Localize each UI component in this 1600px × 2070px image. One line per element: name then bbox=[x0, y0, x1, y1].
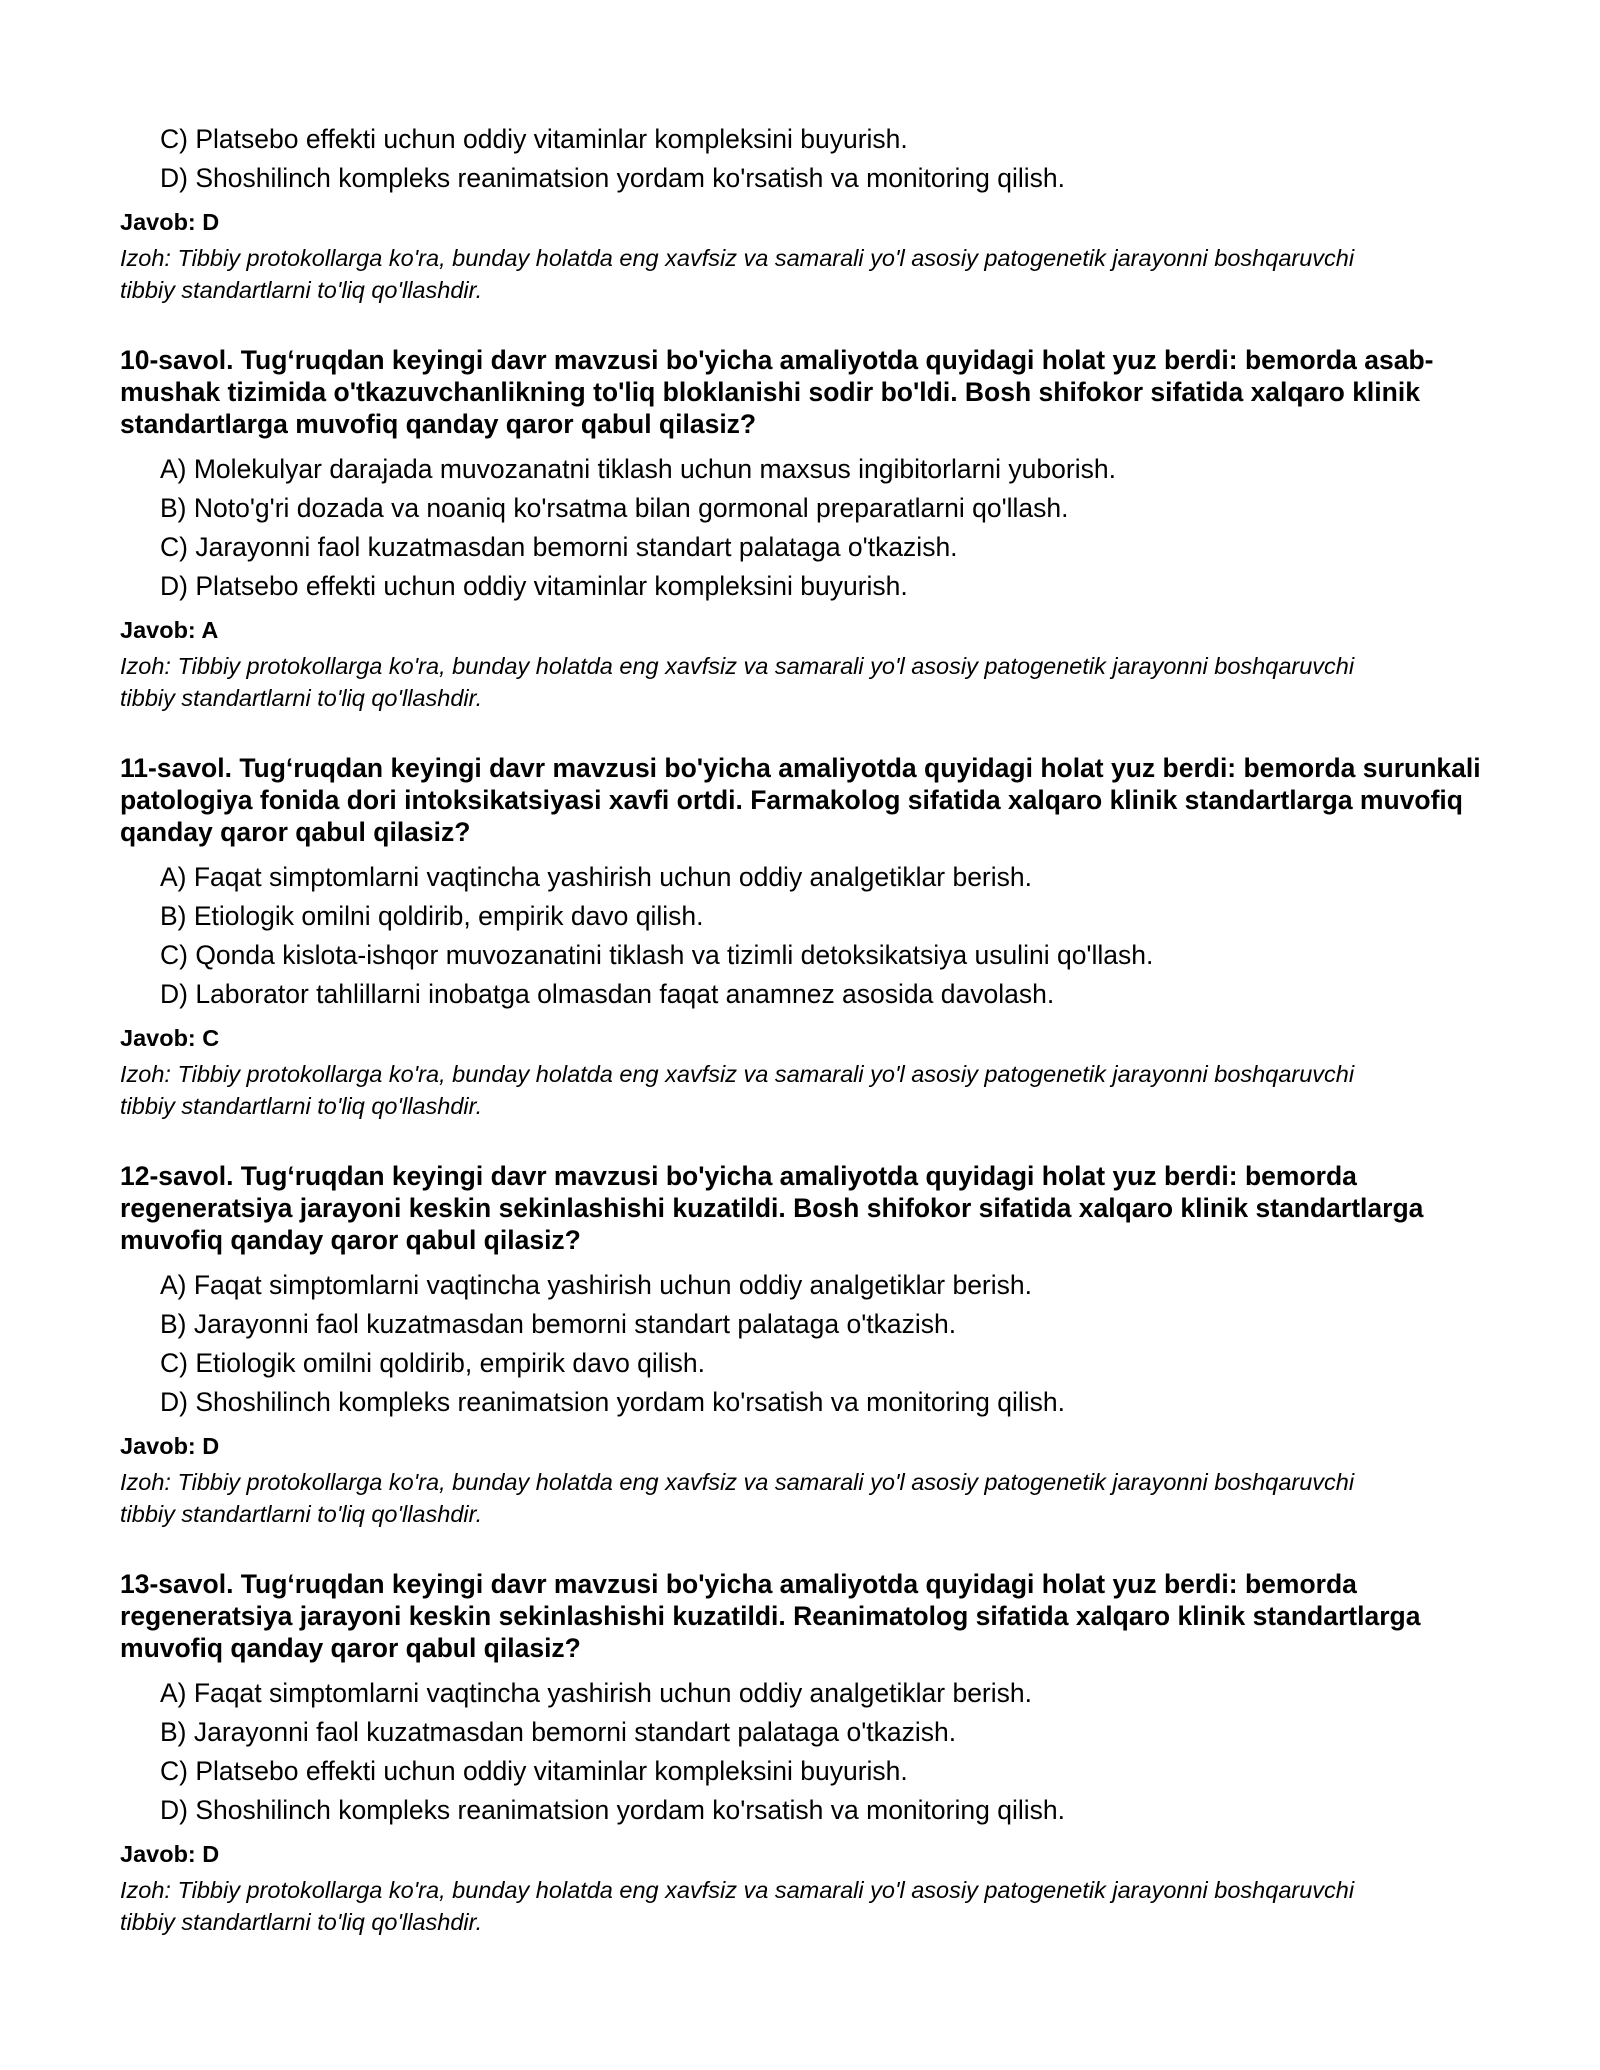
question-text: 11-savol. Tug‘ruqdan keyingi davr mavzusi bo'yicha amaliyotda quyidagi holat yuz berdi: bemorda surunkali patologiya fonida dori intoksikatsiyasi xavfi ortdi. Farmakolog sifatida xalqaro klinik standartlarga muvofiq qanday qaror qabul qilasiz? bbox=[120, 753, 1481, 847]
explanation-note: Izoh: Tibbiy protokollarga ko'ra, bunday holatda eng xavfsiz va samarali yo'l asosiy patogenetik jarayonni boshqaruvchi tibbiy standartlarni to'liq qo'llashdir. bbox=[120, 653, 1355, 711]
option-d: D) Platsebo effekti uchun oddiy vitaminlar kompleksini buyurish. bbox=[160, 571, 908, 601]
option-d: D) Shoshilinch kompleks reanimatsion yordam ko'rsatish va monitoring qilish. bbox=[160, 1387, 1065, 1417]
question-10 bbox=[120, 344, 1500, 714]
option-a: A) Molekulyar darajada muvozanatni tiklash uchun maxsus ingibitorlarni yuborish. bbox=[160, 454, 1116, 484]
option-c: C) Platsebo effekti uchun oddiy vitaminlar kompleksini buyurish. bbox=[160, 1756, 908, 1786]
option-a: A) Faqat simptomlarni vaqtincha yashirish uchun oddiy analgetiklar berish. bbox=[160, 1678, 1032, 1708]
option-c: C) Qonda kislota-ishqor muvozanatini tiklash va tizimli detoksikatsiya usulini qo'llash. bbox=[160, 940, 1154, 970]
explanation-note: Izoh: Tibbiy protokollarga ko'ra, bunday holatda eng xavfsiz va samarali yo'l asosiy patogenetik jarayonni boshqaruvchi tibbiy standartlarni to'liq qo'llashdir. bbox=[120, 1061, 1355, 1119]
option-b: B) Jarayonni faol kuzatmasdan bemorni standart palataga o'tkazish. bbox=[160, 1309, 957, 1339]
explanation-note: Izoh: Tibbiy protokollarga ko'ra, bunday holatda eng xavfsiz va samarali yo'l asosiy patogenetik jarayonni boshqaruvchi tibbiy standartlarni to'liq qo'llashdir. bbox=[120, 245, 1355, 303]
question-12 bbox=[120, 1160, 1500, 1530]
question-text: 12-savol. Tug‘ruqdan keyingi davr mavzusi bo'yicha amaliyotda quyidagi holat yuz berdi: bemorda regeneratsiya jarayoni keskin sekinlashishi kuzatildi. Bosh shifokor sifatida xalqaro klinik standartlarga muvofiq qanday qaror qabul qilasiz? bbox=[120, 1161, 1424, 1255]
option-c: C) Jarayonni faol kuzatmasdan bemorni standart palataga o'tkazish. bbox=[160, 532, 958, 562]
explanation-note: Izoh: Tibbiy protokollarga ko'ra, bunday holatda eng xavfsiz va samarali yo'l asosiy patogenetik jarayonni boshqaruvchi tibbiy standartlarni to'liq qo'llashdir. bbox=[120, 1877, 1355, 1935]
question-text: 10-savol. Tug‘ruqdan keyingi davr mavzusi bo'yicha amaliyotda quyidagi holat yuz berdi: bemorda asab-mushak tizimida o'tkazuvchanlikning to'liq bloklanishi sodir bo'ldi. Bosh shifokor sifatida xalqaro klinik standartlarga muvofiq qanday qaror qabul qilasiz? bbox=[120, 345, 1434, 439]
option-a: A) Faqat simptomlarni vaqtincha yashirish uchun oddiy analgetiklar berish. bbox=[160, 1270, 1032, 1300]
option-a: A) Faqat simptomlarni vaqtincha yashirish uchun oddiy analgetiklar berish. bbox=[160, 862, 1032, 892]
answer: Javob: D bbox=[120, 1841, 220, 1867]
option-c: C) Platsebo effekti uchun oddiy vitaminlar kompleksini buyurish. bbox=[160, 124, 908, 154]
document-page bbox=[120, 120, 1500, 1938]
question-11 bbox=[120, 752, 1500, 1122]
question-13 bbox=[120, 1568, 1500, 1938]
option-b: B) Etiologik omilni qoldirib, empirik davo qilish. bbox=[160, 901, 704, 931]
option-c: C) Etiologik omilni qoldirib, empirik davo qilish. bbox=[160, 1348, 705, 1378]
answer: Javob: A bbox=[120, 617, 219, 643]
question-9-continuation bbox=[120, 120, 1500, 306]
option-d: D) Shoshilinch kompleks reanimatsion yordam ko'rsatish va monitoring qilish. bbox=[160, 1795, 1065, 1825]
option-d: D) Laborator tahlillarni inobatga olmasdan faqat anamnez asosida davolash. bbox=[160, 979, 1055, 1009]
answer: Javob: C bbox=[120, 1025, 220, 1051]
option-d: D) Shoshilinch kompleks reanimatsion yordam ko'rsatish va monitoring qilish. bbox=[160, 163, 1065, 193]
answer: Javob: D bbox=[120, 209, 220, 235]
option-b: B) Noto'g'ri dozada va noaniq ko'rsatma bilan gormonal preparatlarni qo'llash. bbox=[160, 493, 1069, 523]
option-b: B) Jarayonni faol kuzatmasdan bemorni standart palataga o'tkazish. bbox=[160, 1717, 957, 1747]
answer: Javob: D bbox=[120, 1433, 220, 1459]
question-text: 13-savol. Tug‘ruqdan keyingi davr mavzusi bo'yicha amaliyotda quyidagi holat yuz berdi: bemorda regeneratsiya jarayoni keskin sekinlashishi kuzatildi. Reanimatolog sifatida xalqaro klinik standartlarga muvofiq qanday qaror qabul qilasiz? bbox=[120, 1569, 1421, 1663]
explanation-note: Izoh: Tibbiy protokollarga ko'ra, bunday holatda eng xavfsiz va samarali yo'l asosiy patogenetik jarayonni boshqaruvchi tibbiy standartlarni to'liq qo'llashdir. bbox=[120, 1469, 1355, 1527]
